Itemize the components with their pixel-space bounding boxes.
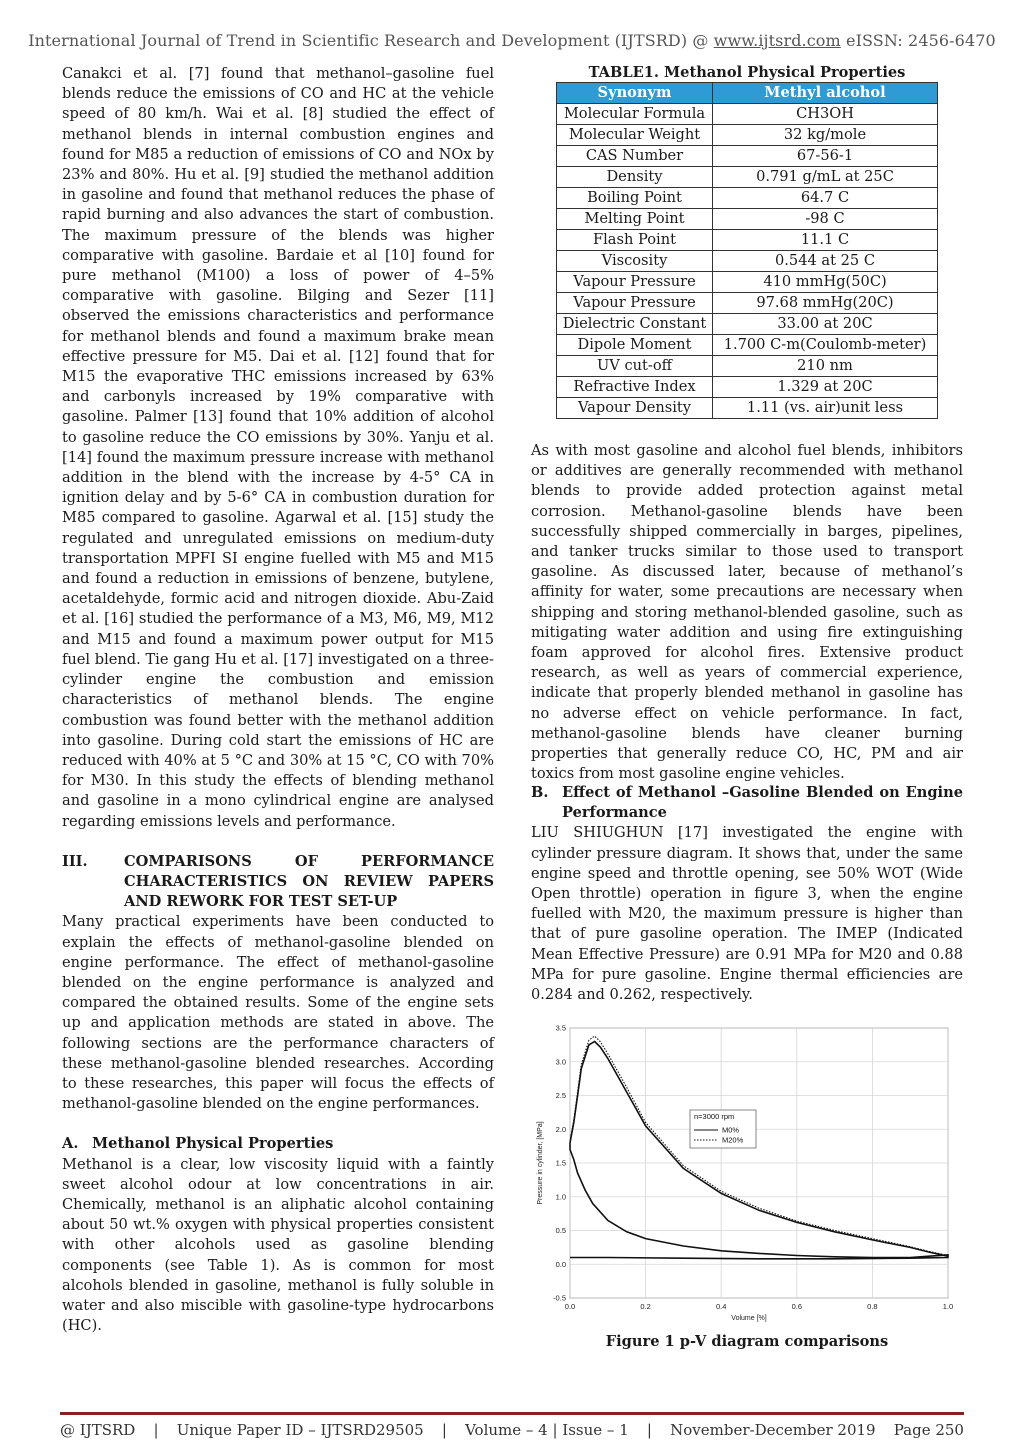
- property-value-cell: 32 kg/mole: [713, 125, 938, 146]
- property-name-cell: Molecular Formula: [557, 104, 713, 125]
- footer-publisher: @ IJTSRD: [60, 1421, 136, 1439]
- properties-table: [556, 82, 938, 419]
- property-name-cell: Vapour Pressure: [557, 293, 713, 314]
- property-value-cell: 97.68 mmHg(20C): [713, 293, 938, 314]
- footer-separator: |: [441, 1421, 447, 1439]
- property-name-cell: Dipole Moment: [557, 335, 713, 356]
- section-3-title: COMPARISONS OF PERFORMANCE CHARACTERISTICS ON REVIEW PAPERS AND REWORK FOR TEST SET-UP: [124, 852, 494, 911]
- x-tick-label: 0.0: [564, 1302, 576, 1311]
- y-axis-label: Pressure in cylinder, [MPa]: [537, 1121, 544, 1205]
- journal-header: [0, 31, 1024, 50]
- table-row: [557, 230, 938, 251]
- table-row: [557, 251, 938, 272]
- property-value-cell: 1.11 (vs. air)unit less: [713, 398, 938, 419]
- y-tick-label: 3.0: [555, 1057, 566, 1067]
- y-tick-label: 0.0: [555, 1259, 566, 1269]
- property-value-cell: 1.700 C-m(Coulomb-meter): [713, 335, 938, 356]
- property-name-cell: Viscosity: [557, 251, 713, 272]
- y-tick-label: 2.5: [555, 1091, 566, 1100]
- right-column-top: [531, 441, 963, 784]
- subsection-b-title: Effect of Methanol –Gasoline Blended on Engine Performance: [562, 784, 963, 822]
- footer-volume: Volume – 4 | Issue – 1: [465, 1421, 629, 1439]
- y-tick-label: 0.5: [555, 1226, 566, 1235]
- subsection-b-heading: [531, 783, 963, 823]
- property-name-cell: Molecular Weight: [557, 125, 713, 146]
- property-value-cell: 0.791 g/mL at 25C: [713, 167, 938, 188]
- table-header-cell: Methyl alcohol: [713, 83, 938, 104]
- property-name-cell: Flash Point: [557, 230, 713, 251]
- property-value-cell: 67-56-1: [713, 146, 938, 167]
- legend-entry: M20%: [722, 1135, 744, 1145]
- table-row: [557, 188, 938, 209]
- property-name-cell: CAS Number: [557, 146, 713, 167]
- footer-separator: |: [646, 1421, 652, 1439]
- x-tick-label: 0.4: [715, 1302, 727, 1311]
- property-value-cell: 410 mmHg(50C): [713, 272, 938, 293]
- table-row: [557, 167, 938, 188]
- property-value-cell: CH3OH: [713, 104, 938, 125]
- figure-caption: Figure 1 p-V diagram comparisons: [605, 1333, 889, 1350]
- y-tick-label: 2.0: [555, 1124, 566, 1134]
- property-value-cell: 210 nm: [713, 356, 938, 377]
- x-tick-label: 0.6: [791, 1302, 803, 1311]
- property-value-cell: 0.544 at 25 C: [713, 251, 938, 272]
- property-value-cell: -98 C: [713, 209, 938, 230]
- x-tick-label: 0.8: [867, 1302, 878, 1311]
- table-row: [557, 209, 938, 230]
- footer-page: Page 250: [893, 1421, 964, 1439]
- pv-diagram-chart: [526, 1020, 966, 1322]
- table-row: [557, 104, 938, 125]
- property-value-cell: 33.00 at 20C: [713, 314, 938, 335]
- subsection-a-heading: [62, 1134, 494, 1154]
- subsection-a-number: A.: [62, 1135, 79, 1153]
- subsection-b-number: B.: [531, 784, 549, 801]
- property-name-cell: Dielectric Constant: [557, 314, 713, 335]
- table-row: [557, 125, 938, 146]
- table-row: [557, 335, 938, 356]
- property-name-cell: Melting Point: [557, 209, 713, 230]
- subsection-b-paragraph: LIU SHIUGHUN [17] investigated the engine with cylinder pressure diagram. It shows that, under the same engine speed and throttle opening, see 50% WOT (Wide Open throttle) operation in figure 3, when the engine fuelled with M20, the maximum pressure is higher than that of pure gasoline operation. The IMEP (Indicated Mean Effective Pressure) are 0.91 MPa for M20 and 0.88 MPa for pure gasoline. Engine thermal efficiencies are 0.284 and 0.262, respectively.: [531, 824, 963, 1004]
- footer-date: November-December 2019: [670, 1421, 876, 1439]
- table-row: [557, 146, 938, 167]
- intro-paragraph: Canakci et al. [7] found that methanol–gasoline fuel blends reduce the emissions of CO and HC at the vehicle speed of 80 km/h. Wai et al. [8] studied the effect of methanol blends in internal combustion engines and found for M85 a reduction of emissions of CO and NOx by 23% and 80%. Hu et al. [9] studied the methanol addition in gasoline and found that methanol reduces the phase of rapid burning and also advances the start of combustion. The maximum pressure of the blends was higher comparative with gasoline. Bardaie et al [10] found for pure methanol (M100) a loss of power of 4–5% comparative with gasoline. Bilging and Sezer [11] observed the emissions characteristics and performance for methanol blends and found a maximum brake mean effective pressure for M5. Dai et al. [12] found that for M15 the evaporative THC emissions increased by 63% and carbonyls increased by 19% comparative with gasoline. Palmer [13] found that 10% addition of alcohol to gasoline reduce the CO emissions by 30%. Yanju et al. [14] found the maximum pressure increase with methanol addition in the blend with the increase by 4-5° CA in ignition delay and by 5-6° CA in combustion duration for M85 compared to gasoline. Agarwal et al. [15] study the regulated and unregulated emissions on medium-duty transportation MPFI SI engine fuelled with M5 and M15 and found a reduction in emissions of benzene, butylene, acetaldehyde, formic acid and nitrogen dioxide. Abu-Zaid et al. [16] studied the performance of a M3, M6, M9, M12 and M15 and found a maximum power output for M15 fuel blend. Tie gang Hu et al. [17] investigated on a three-cylinder engine the combustion and emission characteristics of methanol blends. The engine combustion was found better with the methanol addition into gasoline. During cold start the emissions of HC are reduced with 40% at 5 °C and 30% at 15 °C, CO with 70% for M30. In this study the effects of blending methanol and gasoline in a mono cylindrical engine are analysed regarding emissions levels and performance.: [62, 65, 494, 830]
- subsection-a-title: Methanol Physical Properties: [92, 1135, 334, 1153]
- property-name-cell: Vapour Pressure: [557, 272, 713, 293]
- footer-separator: |: [153, 1421, 159, 1439]
- property-name-cell: Refractive Index: [557, 377, 713, 398]
- table-header-cell: Synonym: [557, 83, 713, 104]
- subsection-a-paragraph: Methanol is a clear, low viscosity liquid with a faintly sweet alcohol odour at low concentrations in air. Chemically, methanol is an aliphatic alcohol containing about 50 wt.% oxygen with physical properties consistent with other alcohols used as gasoline blending components (see Table 1). As is common for most alcohols blended in gasoline, methanol is fully soluble in water and also miscible with gasoline-type hydrocarbons (HC).: [62, 1155, 494, 1335]
- page-footer: [60, 1421, 964, 1439]
- table-row: [557, 293, 938, 314]
- property-value-cell: 64.7 C: [713, 188, 938, 209]
- left-column: [62, 64, 494, 1336]
- table-row: [557, 314, 938, 335]
- table-row: [557, 398, 938, 419]
- legend-entry: M0%: [722, 1125, 740, 1135]
- table-row: [557, 377, 938, 398]
- property-value-cell: 1.329 at 20C: [713, 377, 938, 398]
- table-row: [557, 356, 938, 377]
- y-tick-label: 1.0: [555, 1192, 566, 1202]
- table-header-row: [557, 83, 938, 104]
- property-name-cell: UV cut-off: [557, 356, 713, 377]
- x-tick-label: 0.2: [640, 1302, 651, 1311]
- y-tick-label: -0.5: [553, 1293, 566, 1303]
- footer-rule: [60, 1412, 964, 1415]
- journal-name: International Journal of Trend in Scientific Research and Development (IJTSRD) @: [28, 31, 709, 50]
- right-column-bottom: [531, 783, 963, 1005]
- legend-title: n=3000 rpm: [694, 1112, 735, 1121]
- x-axis-label: Volume [%]: [731, 1315, 767, 1322]
- property-name-cell: Boiling Point: [557, 188, 713, 209]
- property-name-cell: Density: [557, 167, 713, 188]
- x-tick-label: 1.0: [942, 1302, 954, 1311]
- y-tick-label: 1.5: [555, 1158, 566, 1168]
- corrosion-paragraph: As with most gasoline and alcohol fuel blends, inhibitors or additives are generally recommended with methanol blends to provide added protection against metal corrosion. Methanol-gasoline blends have been successfully shipped commercially in barges, pipelines, and tanker trucks similar to those used to transport gasoline. As discussed later, because of methanol’s affinity for water, some precautions are necessary when shipping and storing methanol-blended gasoline, such as mitigating water addition and using fire extinguishing foam approved for alcohol fires. Extensive product research, as well as years of commercial experience, indicate that properly blended methanol in gasoline has no adverse effect on vehicle performance. In fact, methanol-gasoline blends have cleaner burning properties that generally reduce CO, HC, PM and air toxics from most gasoline engine vehicles.: [531, 442, 963, 783]
- section-3-paragraph: Many practical experiments have been conducted to explain the effects of methanol-gasoline blended on engine performance. The effect of methanol-gasoline blended on the engine performance is analyzed and compared the obtained results. Some of the engine sets up and application methods are stated in above. The following sections are the performance characters of these methanol-gasoline blended researches. According to these researches, this paper will focus the effects of methanol-gasoline blended on the engine performances.: [62, 913, 494, 1113]
- journal-url-link[interactable]: www.ijtsrd.com: [713, 31, 841, 50]
- table-title: TABLE1. Methanol Physical Properties: [588, 64, 906, 81]
- footer-paper-id: Unique Paper ID – IJTSRD29505: [176, 1421, 424, 1439]
- table-row: [557, 272, 938, 293]
- section-3-heading: [62, 852, 494, 913]
- issn: eISSN: 2456-6470: [846, 31, 996, 50]
- property-value-cell: 11.1 C: [713, 230, 938, 251]
- property-name-cell: Vapour Density: [557, 398, 713, 419]
- section-3-number: III.: [62, 852, 88, 870]
- y-tick-label: 3.5: [555, 1023, 566, 1033]
